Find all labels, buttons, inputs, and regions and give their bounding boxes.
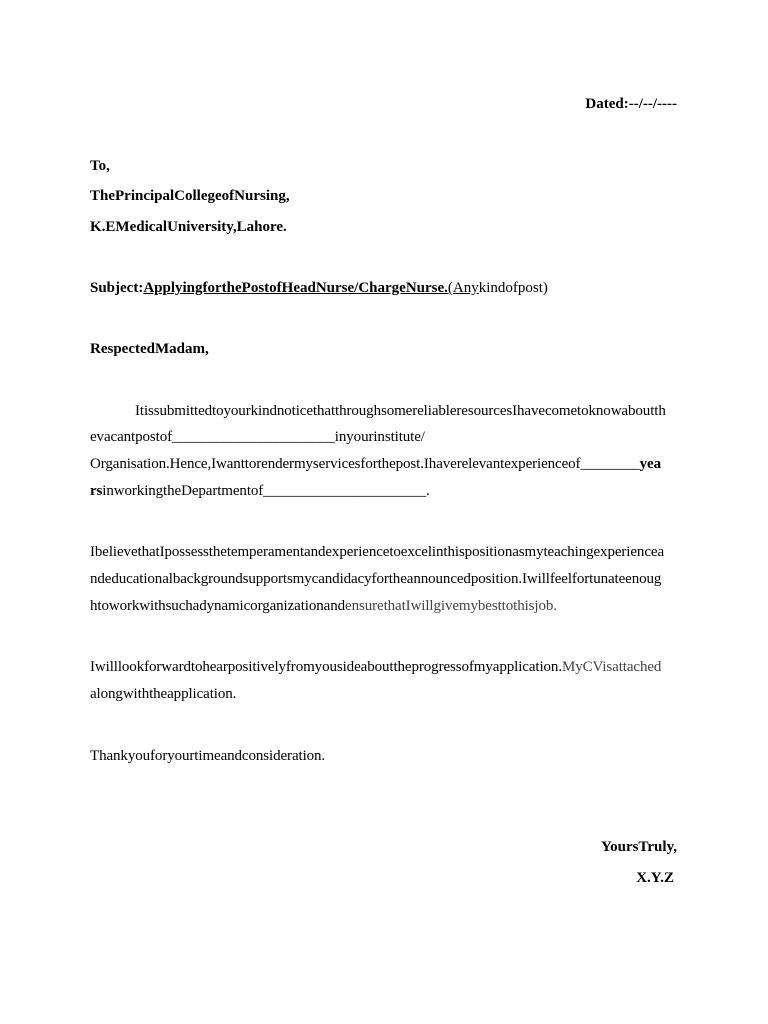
paragraph-1-line-1: ItissubmittedtoyourkindnoticethatthroughsomereliableresourcesIhavecometoknowaboutth [135,403,666,419]
paragraph-2-line-2: ndeducationalbackgroundsupportsmycandidacyfortheannouncedposition.Iwillfeelfortunateenoug [90,571,662,587]
subject-title: ApplyingforthePostofHeadNurse/ChargeNurse. [143,280,448,296]
paragraph-3-line-1 [90,659,661,676]
paragraph-1-line-2: evacantpostof______________________inyourinstitute/ [90,429,425,445]
paragraph-3-line-2: alongwiththeapplication. [90,686,237,702]
paragraph-2-line-3-text: htoworkwithsuchadynamicorganizationand [90,598,346,614]
paragraph-3-line-1-text: Iwilllookforwardtohearpositivelyfromyousideabouttheprogressofmyapplication. [90,659,562,675]
paragraph-1-line-3-text: Organisation.Hence,Iwanttorendermyservicesforthepost.Ihaverelevantexperienceof________ [90,456,640,472]
paragraph-1-line-4-text: inworkingtheDepartmentof______________________. [102,483,430,499]
signoff-yours-truly: YoursTruly, [601,839,677,855]
recipient-to: To, [90,158,110,174]
paragraph-2-line-3 [90,598,557,615]
date-line: Dated:--/--/---- [585,96,677,112]
subject-paren-open: (Any [447,280,479,296]
paragraph-2-line-3-gray: ensurethatIwillgivemybesttothisjob. [345,598,557,614]
greeting: RespectedMadam, [90,341,209,357]
recipient-line-2: K.EMedicalUniversity,Lahore. [90,219,287,235]
subject-line [90,280,548,297]
paragraph-1-line-3-bold: yea [639,456,662,472]
signoff-name: X.Y.Z [636,870,674,886]
paragraph-2-line-1: IbelievethatIpossessthetemperamentandexperiencetoexcelinthispositionasmyteachingexperiencea [90,544,664,560]
paragraph-1-line-4 [90,483,430,500]
paragraph-3-line-1-gray: MyCVisattached [561,659,662,675]
closing-thanks: Thankyouforyourtimeandconsideration. [90,748,326,764]
paragraph-1-line-4-bold: rs [90,483,103,499]
recipient-line-1: ThePrincipalCollegeofNursing, [90,188,290,204]
subject-paren-rest: kindofpost) [478,280,548,296]
paragraph-1-line-3 [90,456,661,473]
subject-label: Subject: [90,280,144,296]
